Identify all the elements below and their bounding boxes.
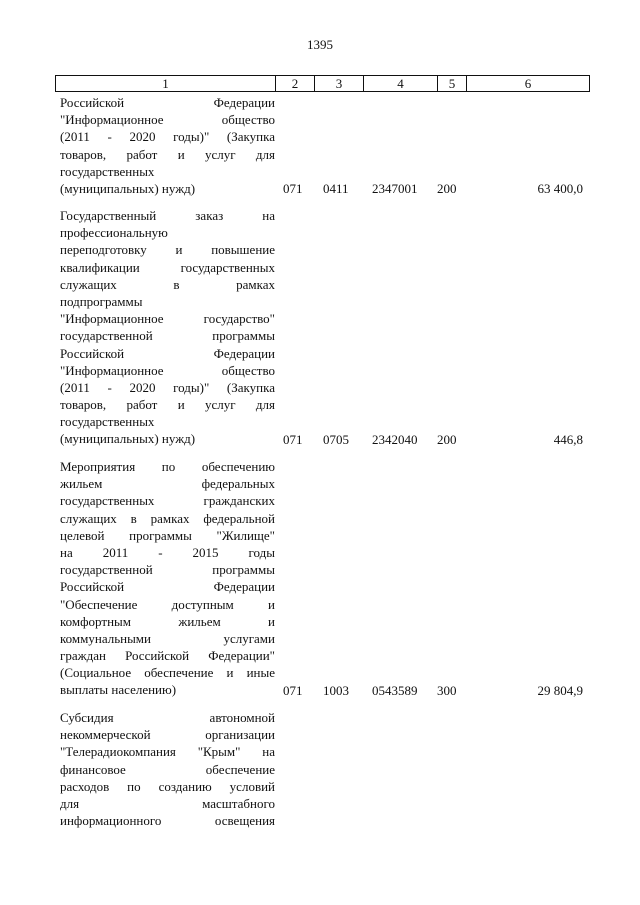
description-line: выплаты населению) <box>60 682 177 698</box>
table-row <box>0 207 640 448</box>
section-code: 0705 <box>323 431 349 447</box>
amount: 29 804,9 <box>537 682 583 698</box>
description-line: коммунальными услугами <box>60 630 275 646</box>
ministry-code: 071 <box>283 180 303 196</box>
description-line: (Социальное обеспечение и иные <box>60 665 275 681</box>
description-line: комфортным жильем и <box>60 613 275 629</box>
description-line: товаров, работ и услуг для <box>60 397 275 413</box>
description-line: профессиональную <box>60 225 168 241</box>
description-line: Российской Федерации <box>60 579 275 595</box>
section-code: 0411 <box>323 180 349 196</box>
description-line: на 2011 - 2015 годы <box>60 544 275 560</box>
expense-type-code: 300 <box>437 682 457 698</box>
description-line: жильем федеральных <box>60 476 275 492</box>
page-number: 1395 <box>307 37 333 52</box>
description-line: (муниципальных) нужд) <box>60 431 196 447</box>
description-line: Российской Федерации <box>60 345 275 361</box>
description-line: государственных <box>60 414 155 430</box>
description-line: подпрограммы <box>60 293 143 309</box>
description-line: финансовое обеспечение <box>60 761 275 777</box>
section-code: 1003 <box>323 682 349 698</box>
column-header-row <box>55 75 590 92</box>
description-line: товаров, работ и услуг для <box>60 146 275 162</box>
description-line: информационного освещения <box>60 813 275 829</box>
row-description <box>60 207 275 448</box>
description-line: Государственный заказ на <box>60 208 275 223</box>
expense-type-code: 200 <box>437 180 457 196</box>
row-description <box>60 94 275 197</box>
description-line: "Информационное общество <box>60 112 275 128</box>
table-row <box>0 94 640 197</box>
description-line: "Информационное государство" <box>60 311 275 327</box>
column-header-6: 6 <box>467 76 590 92</box>
description-line: Российской Федерации <box>60 95 275 110</box>
table-row <box>0 709 640 830</box>
description-line: "Информационное общество <box>60 362 275 378</box>
expense-type-code: 200 <box>437 431 457 447</box>
description-line: целевой программы "Жилище" <box>60 527 275 543</box>
description-line: "Телерадиокомпания "Крым" на <box>60 744 275 760</box>
row-description <box>60 709 275 829</box>
description-line: служащих в рамках федеральной <box>60 510 275 526</box>
description-line: расходов по созданию условий <box>60 778 275 794</box>
description-line: некоммерческой организации <box>60 727 275 743</box>
description-line: квалификации государственных <box>60 259 275 275</box>
target-article-code: 0543589 <box>372 682 418 698</box>
description-line: (муниципальных) нужд) <box>60 180 196 196</box>
column-header-4: 4 <box>364 76 438 92</box>
column-header-2: 2 <box>276 76 315 92</box>
description-line: государственной программы <box>60 328 275 344</box>
description-line: Мероприятия по обеспечению <box>60 459 275 474</box>
ministry-code: 071 <box>283 431 303 447</box>
row-description <box>60 458 275 699</box>
description-line: "Обеспечение доступным и <box>60 596 275 612</box>
column-header-1: 1 <box>56 76 276 92</box>
description-line: (2011 - 2020 годы)" (Закупка <box>60 129 275 145</box>
table-row <box>0 458 640 699</box>
column-header-3: 3 <box>315 76 364 92</box>
description-line: граждан Российской Федерации" <box>60 648 275 664</box>
description-line: государственных <box>60 163 155 179</box>
ministry-code: 071 <box>283 682 303 698</box>
target-article-code: 2347001 <box>372 180 418 196</box>
amount: 63 400,0 <box>537 180 583 196</box>
description-line: служащих в рамках <box>60 276 275 292</box>
description-line: государственных гражданских <box>60 493 275 509</box>
description-line: для масштабного <box>60 795 275 811</box>
target-article-code: 2342040 <box>372 431 418 447</box>
description-line: (2011 - 2020 годы)" (Закупка <box>60 379 275 395</box>
column-header-5: 5 <box>438 76 467 92</box>
description-line: государственной программы <box>60 562 275 578</box>
description-line: Субсидия автономной <box>60 710 275 725</box>
description-line: переподготовку и повышение <box>60 242 275 258</box>
amount: 446,8 <box>553 431 583 447</box>
